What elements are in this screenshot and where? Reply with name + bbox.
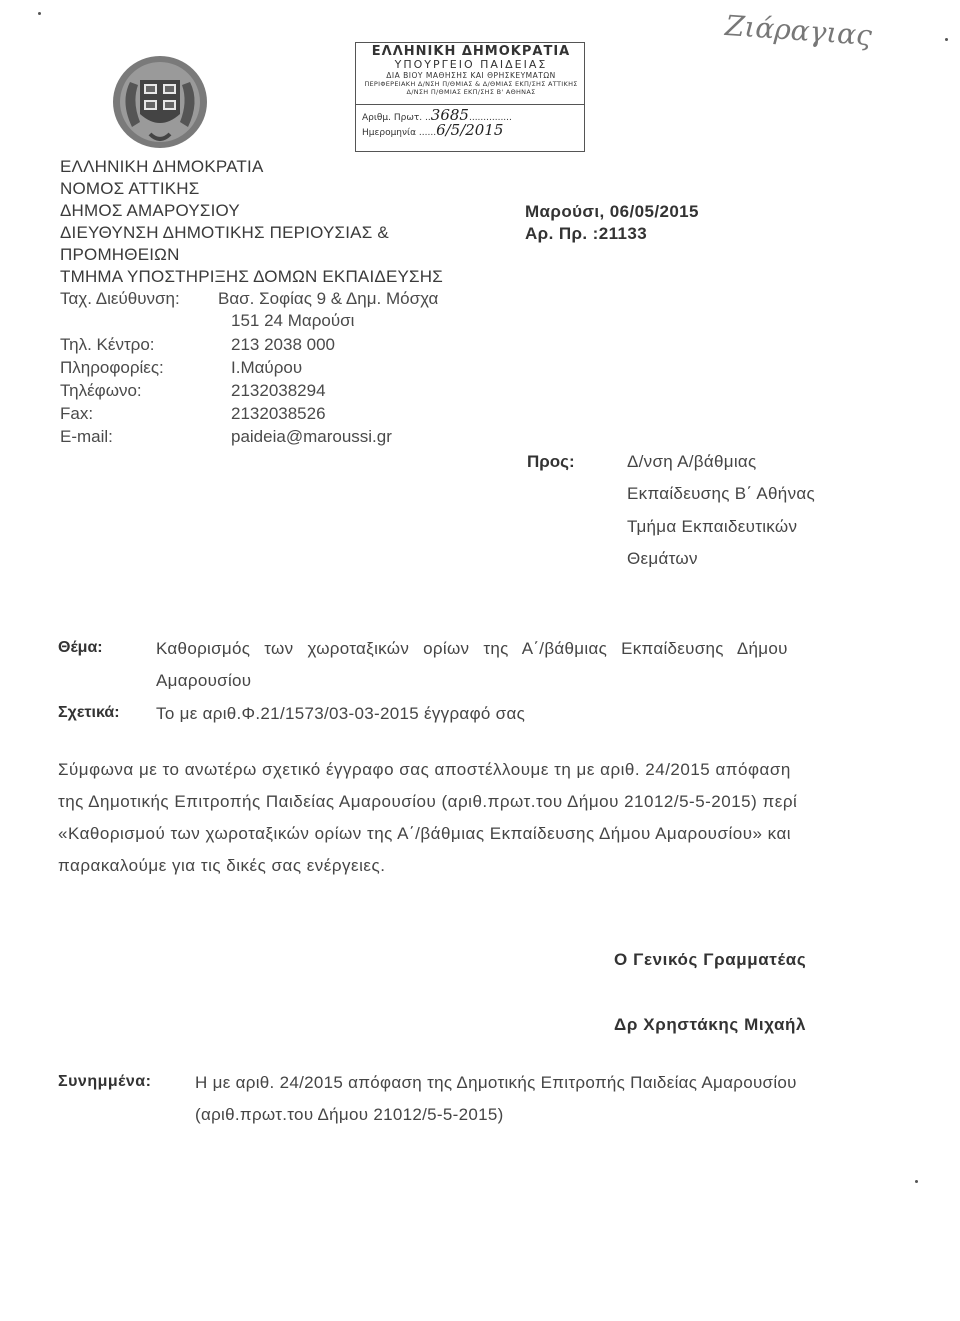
body-line: της Δημοτικής Επιτροπής Παιδείας Αμαρουσίου (αριθ.πρωτ.του Δήμου 21012/5-5-2015) περί [58, 792, 798, 811]
email-label: E-mail: [60, 427, 113, 446]
stamp-line: ΠΕΡΙΦΕΡΕΙΑΚΗ Δ/ΝΣΗ Π/ΘΜΙΑΣ & Δ/ΘΜΙΑΣ ΕΚΠ/ΣΗΣ ΑΤΤΙΚΗΣ [364, 80, 578, 88]
greek-coat-of-arms-icon [110, 52, 210, 152]
scan-speck [915, 1180, 918, 1183]
body-line: Σύμφωνα με το ανωτέρω σχετικό έγγραφο σας αποστέλλουμε τη με αριθ. 24/2015 απόφαση [58, 760, 791, 779]
email-value: paideia@maroussi.gr [231, 427, 392, 446]
address-line: Βασ. Σοφίας 9 & Δημ. Μόσχα [218, 289, 439, 308]
stamp-line: ΥΠΟΥΡΓΕΙΟ ΠΑΙΔΕΙΑΣ [394, 58, 548, 71]
phone-label: Τηλέφωνο: [60, 381, 142, 400]
scan-speck [945, 38, 948, 41]
subject-label: Θέμα: [58, 639, 103, 656]
info-value: Ι.Μαύρου [231, 358, 303, 377]
signature-title: Ο Γενικός Γραμματέας [614, 950, 807, 969]
stamp-line: ΕΛΛΗΝΙΚΗ ΔΗΜΟΚΡΑΤΙΑ [371, 44, 571, 59]
stamp-line: Δ/ΝΣΗ Π/ΘΜΙΑΣ ΕΚΠ/ΣΗΣ Β' ΑΘΗΝΑΣ [406, 88, 536, 96]
address-label: Ταχ. Διεύθυνση: [60, 289, 180, 308]
recipient-label: Προς: [527, 452, 575, 471]
related-text: Το με αριθ.Φ.21/1573/03-03-2015 έγγραφό σας [156, 704, 526, 723]
stamp-protocol-value: 3685 [430, 106, 469, 124]
fax-value: 2132038526 [231, 404, 326, 423]
body-line: «Καθορισμού των χωροταξικών ορίων της Α΄/βάθμιας Εκπαίδευσης Δήμου Αμαρουσίου» και [58, 824, 792, 843]
letterhead-line: ΔΗΜΟΣ ΑΜΑΡΟΥΣΙΟΥ [60, 201, 240, 220]
letterhead-line: ΔΙΕΥΘΥΝΣΗ ΔΗΜΟΤΙΚΗΣ ΠΕΡΙΟΥΣΙΑΣ & [60, 223, 389, 242]
signature-name: Δρ Χρηστάκης Μιχαήλ [614, 1015, 807, 1034]
protocol-number: Αρ. Πρ. :21133 [525, 224, 648, 243]
letterhead-line: ΕΛΛΗΝΙΚΗ ΔΗΜΟΚΡΑΤΙΑ [60, 157, 264, 176]
recipient-line: Εκπαίδευσης Β΄ Αθήνας [627, 484, 815, 503]
handwritten-note: Ζιάραγιας [724, 8, 873, 53]
recipient-line: Δ/νση Α/βάθμιας [627, 452, 757, 471]
stamp-date-value: 6/5/2015 [436, 121, 504, 139]
center-phone-value: 213 2038 000 [231, 335, 335, 354]
recipient-line: Θεμάτων [627, 549, 698, 568]
recipient-line: Τμήμα Εκπαιδευτικών [627, 517, 798, 536]
letterhead-line: ΠΡΟΜΗΘΕΙΩΝ [60, 245, 180, 264]
center-phone-label: Τηλ. Κέντρο: [60, 335, 155, 354]
attachments-label: Συνημμένα: [58, 1073, 152, 1090]
related-label: Σχετικά: [58, 704, 120, 721]
stamp-date-label: Ημερομηνία [362, 128, 417, 138]
attachment-text: Η με αριθ. 24/2015 απόφαση της Δημοτικής Επιτροπής Παιδείας Αμαρουσίου [195, 1073, 797, 1092]
place-date: Μαρούσι, 06/05/2015 [525, 202, 699, 221]
fax-label: Fax: [60, 404, 94, 423]
scan-speck [38, 12, 41, 15]
attachment-text: (αριθ.πρωτ.του Δήμου 21012/5-5-2015) [195, 1105, 504, 1124]
address-line: 151 24 Μαρούσι [231, 311, 355, 330]
stamp-protocol-label: Αριθμ. Πρωτ. [362, 113, 423, 123]
stamp-line: ΔΙΑ ΒΙΟΥ ΜΑΘΗΣΗΣ ΚΑΙ ΘΡΗΣΚΕΥΜΑΤΩΝ [386, 71, 556, 80]
info-label: Πληροφορίες: [60, 358, 164, 377]
body-line: παρακαλούμε για τις δικές σας ενέργειες. [58, 856, 386, 875]
subject-text: Καθορισμός των χωροταξικών ορίων της Α΄/βάθμιας Εκπαίδευσης Δήμου [156, 639, 788, 658]
subject-text: Αμαρουσίου [156, 671, 252, 690]
letterhead-line: ΤΜΗΜΑ ΥΠΟΣΤΗΡΙΞΗΣ ΔΟΜΩΝ ΕΚΠΑΙΔΕΥΣΗΣ [60, 267, 443, 286]
phone-value: 2132038294 [231, 381, 326, 400]
letterhead-line: ΝΟΜΟΣ ΑΤΤΙΚΗΣ [60, 179, 200, 198]
protocol-stamp: ΕΛΛΗΝΙΚΗ ΔΗΜΟΚΡΑΤΙΑ ΥΠΟΥΡΓΕΙΟ ΠΑΙΔΕΙΑΣ ΔΙΑ ΒΙΟΥ ΜΑΘΗΣΗΣ ΚΑΙ ΘΡΗΣΚΕΥΜΑΤΩΝ ΠΕΡΙΦΕΡΕΙΑΚΗ Δ/ΝΣΗ Π/ΘΜΙΑΣ & Δ/ΘΜΙΑΣ ΕΚΠ/ΣΗΣ ΑΤΤΙΚΗΣ Δ/ΝΣΗ Π/ΘΜΙΑΣ ΕΚΠ/ΣΗΣ Β' ΑΘΗΝΑΣ Αριθμ. Πρωτ. ..3685............... Ημερομηνία ......6/5/2015 [355, 42, 585, 152]
